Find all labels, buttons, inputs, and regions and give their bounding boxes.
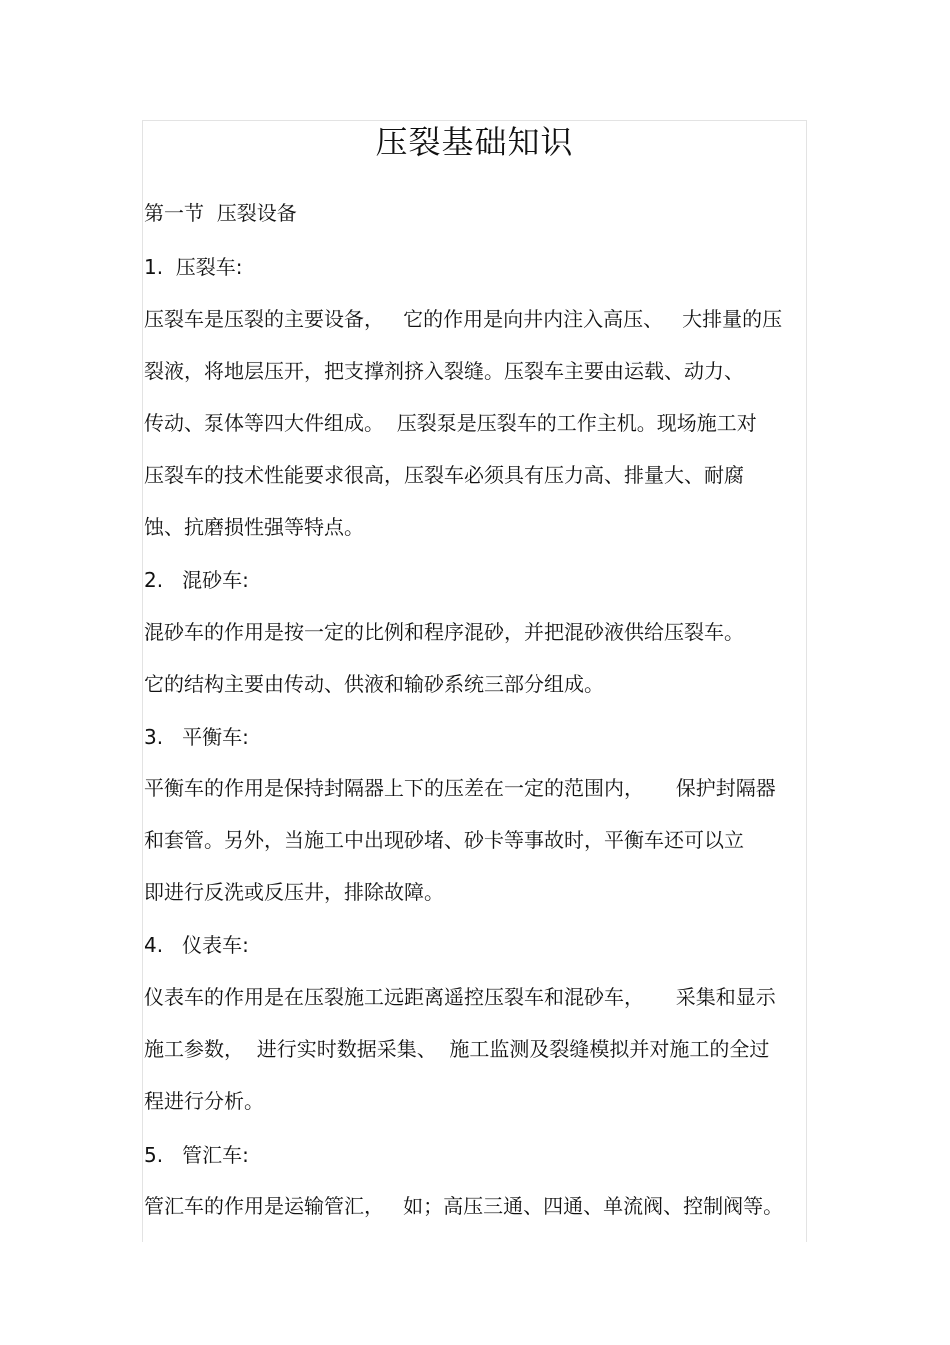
- item-heading-1: 1. 压裂车:: [144, 255, 243, 279]
- item-4-line-1: 仪表车的作用是在压裂施工远距离遥控压裂车和混砂车， 采集和显示: [144, 985, 776, 1009]
- item-heading-4: 4. 仪表车:: [144, 933, 249, 957]
- item-heading-2: 2. 混砂车:: [144, 568, 249, 592]
- item-2-line-1: 混砂车的作用是按一定的比例和程序混砂，并把混砂液供给压裂车。: [144, 620, 744, 644]
- item-2-line-2: 它的结构主要由传动、供液和输砂系统三部分组成。: [144, 672, 604, 696]
- item-4-line-2: 施工参数， 进行实时数据采集、 施工监测及裂缝模拟并对施工的全过: [144, 1037, 770, 1061]
- document-title: 压裂基础知识: [375, 123, 574, 161]
- item-3-line-3: 即进行反洗或反压井，排除故障。: [144, 880, 444, 904]
- item-3-line-1: 平衡车的作用是保持封隔器上下的压差在一定的范围内， 保护封隔器: [144, 776, 776, 800]
- item-4-line-3: 程进行分析。: [144, 1089, 264, 1113]
- item-1-line-5: 蚀、抗磨损性强等特点。: [144, 515, 364, 539]
- item-1-line-3: 传动、泵体等四大件组成。 压裂泵是压裂车的工作主机。现场施工对: [144, 411, 757, 435]
- section-heading: 第一节 压裂设备: [144, 201, 297, 225]
- item-1-line-2: 裂液，将地层压开，把支撑剂挤入裂缝。压裂车主要由运载、动力、: [144, 359, 744, 383]
- item-heading-3: 3. 平衡车:: [144, 725, 249, 749]
- item-1-line-4: 压裂车的技术性能要求很高，压裂车必须具有压力高、排量大、耐腐: [144, 463, 744, 487]
- item-heading-5: 5. 管汇车:: [144, 1143, 249, 1167]
- item-3-line-2: 和套管。另外，当施工中出现砂堵、砂卡等事故时，平衡车还可以立: [144, 828, 744, 852]
- item-5-line-1: 管汇车的作用是运输管汇， 如；高压三通、四通、单流阀、控制阀等。: [144, 1194, 784, 1218]
- item-1-line-1: 压裂车是压裂的主要设备， 它的作用是向井内注入高压、 大排量的压: [144, 307, 783, 331]
